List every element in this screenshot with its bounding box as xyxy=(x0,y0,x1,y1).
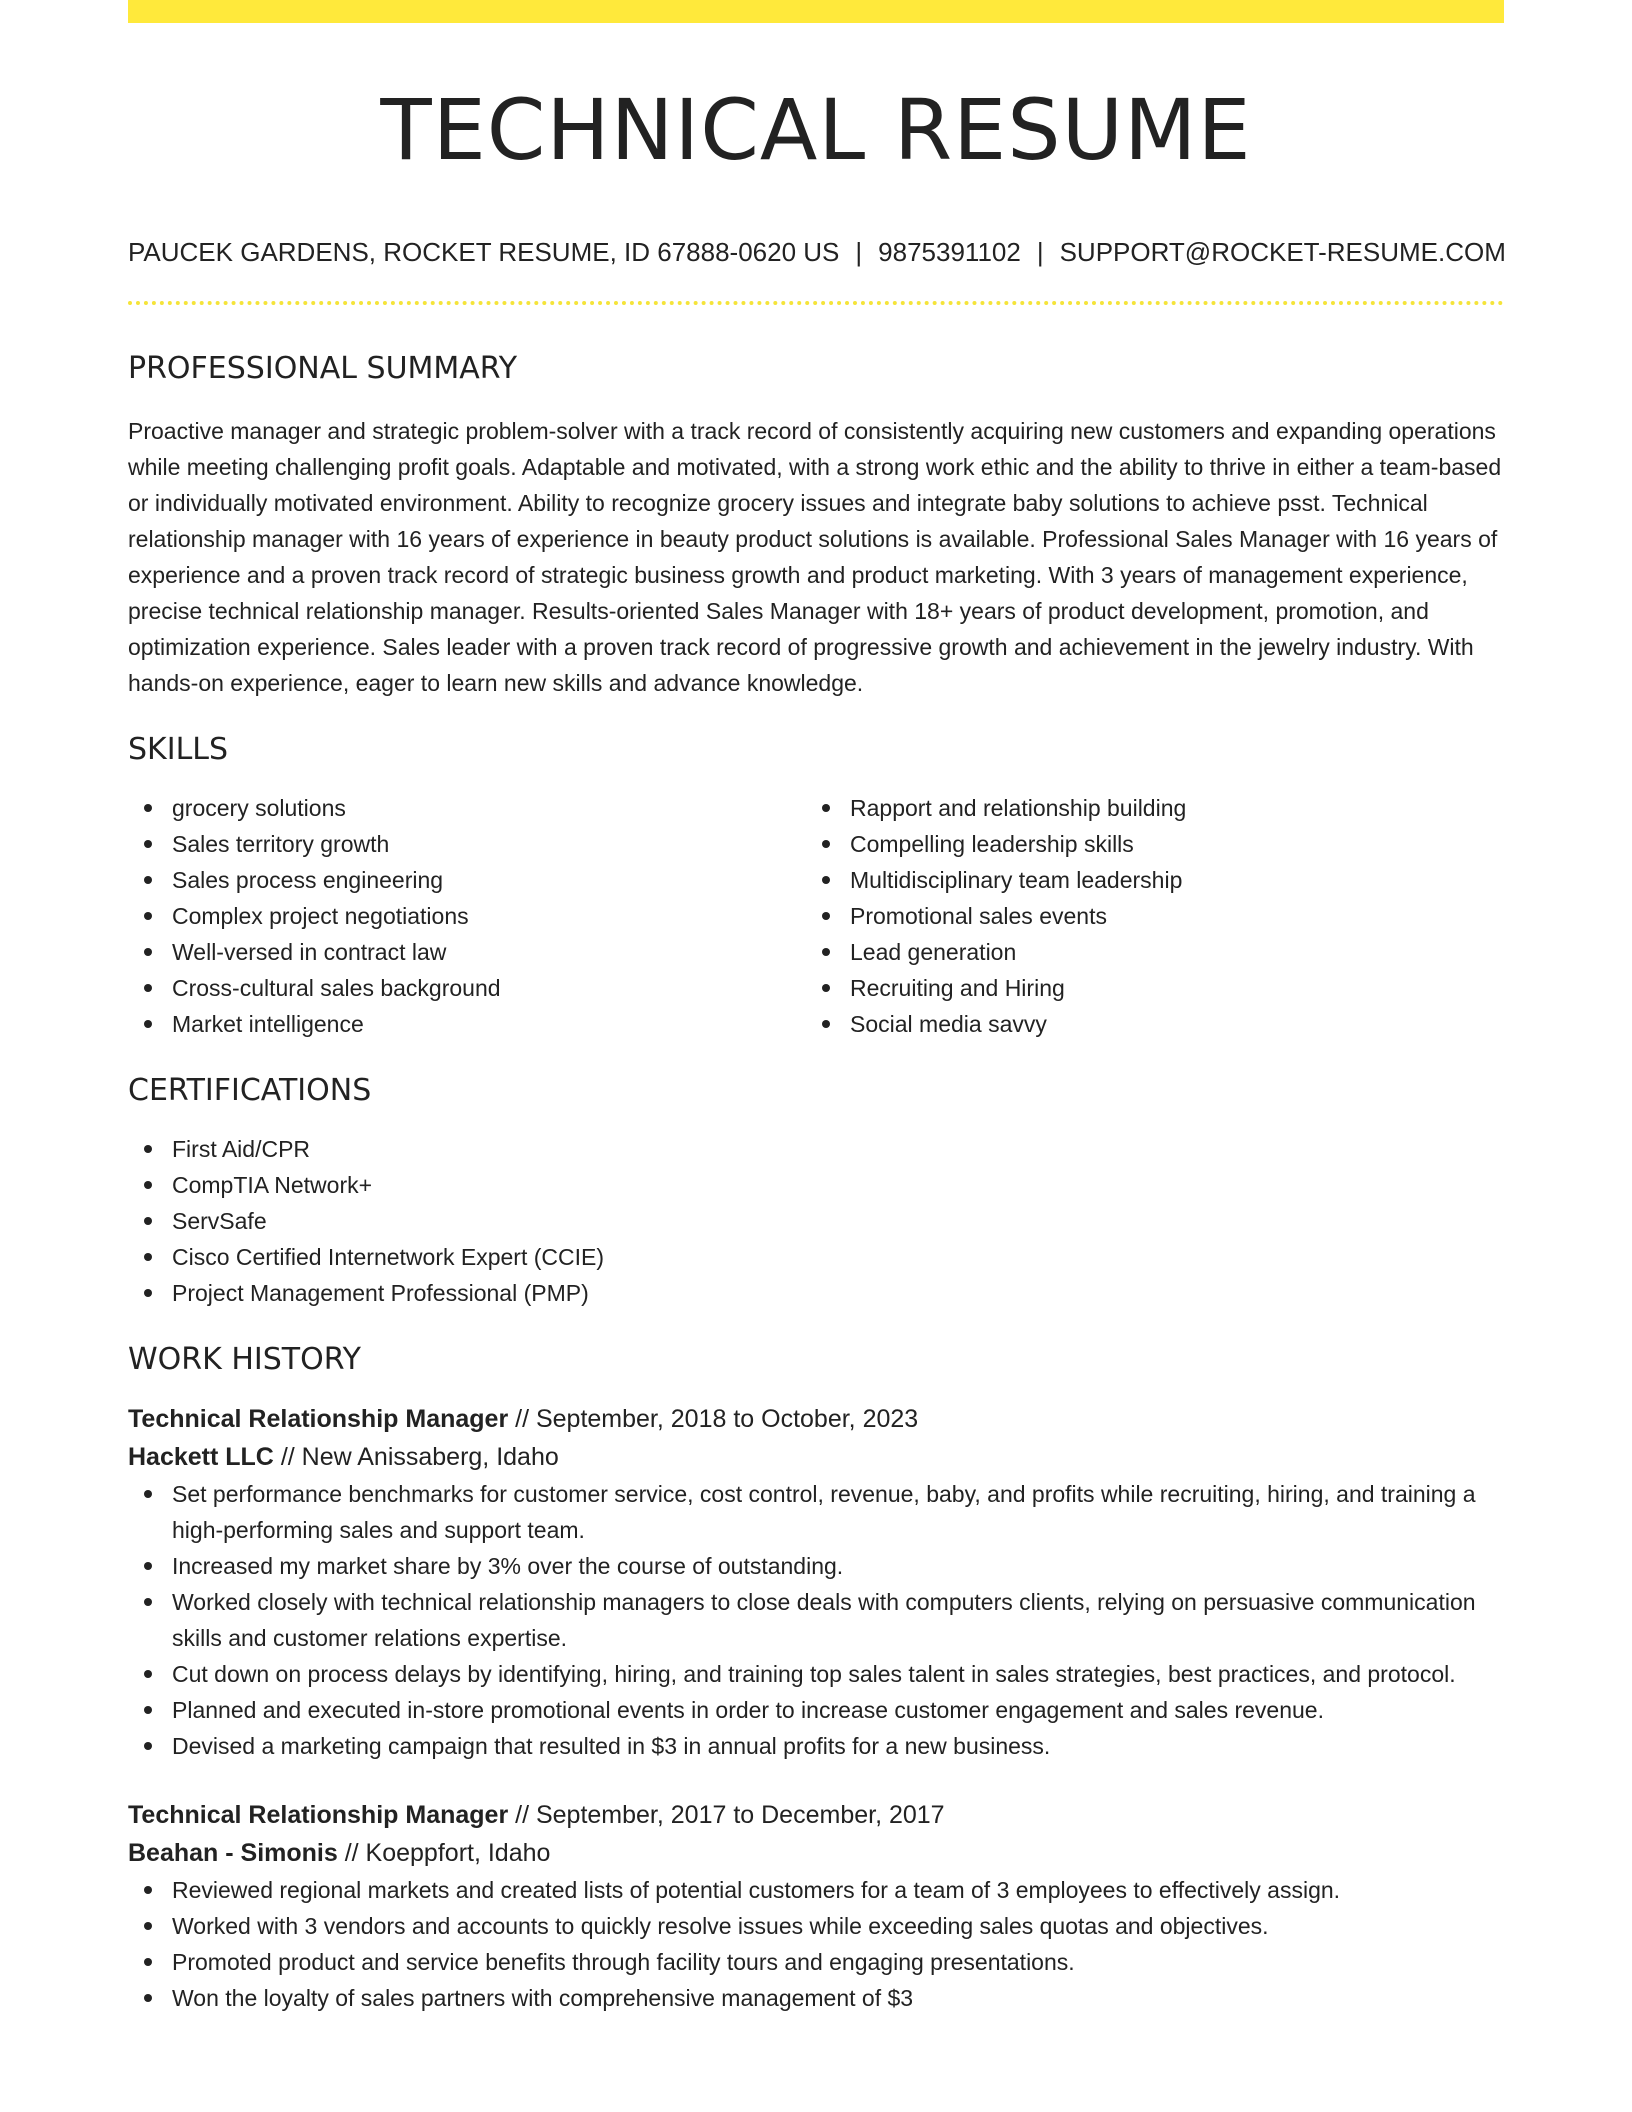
list-item xyxy=(128,1980,1504,2016)
bullet-icon xyxy=(822,804,830,812)
list-item xyxy=(806,898,1484,934)
list-item xyxy=(128,1476,1504,1548)
bullet-icon xyxy=(822,984,830,992)
list-item-text: Sales territory growth xyxy=(172,831,390,857)
list-item xyxy=(128,970,806,1006)
job-location: // New Anissaberg, Idaho xyxy=(273,1443,559,1471)
bullet-icon xyxy=(822,876,830,884)
bullet-icon xyxy=(144,876,152,884)
list-item xyxy=(128,862,806,898)
list-item-text: Cisco Certified Internetwork Expert (CCIE) xyxy=(172,1244,605,1270)
list-item-text: CompTIA Network+ xyxy=(172,1172,373,1198)
job-title-line xyxy=(128,1796,1504,1834)
work-history-list xyxy=(128,1400,1504,2016)
bullet-icon xyxy=(144,1670,152,1678)
contact-email: SUPPORT@ROCKET-RESUME.COM xyxy=(1059,237,1506,267)
bullet-icon xyxy=(144,1994,152,2002)
bullet-icon xyxy=(144,1562,152,1570)
list-item xyxy=(806,862,1484,898)
list-item xyxy=(128,790,806,826)
certifications-heading: CERTIFICATIONS xyxy=(128,1073,372,1108)
job-dates: // September, 2017 to December, 2017 xyxy=(508,1801,945,1829)
list-item-text: Compelling leadership skills xyxy=(850,831,1134,857)
skills-list-right xyxy=(806,790,1484,1042)
list-item-text: Lead generation xyxy=(850,939,1017,965)
bullet-icon xyxy=(144,1145,152,1153)
job-dates: // September, 2018 to October, 2023 xyxy=(508,1405,919,1433)
job-role: Technical Relationship Manager xyxy=(128,1801,509,1829)
bullet-icon xyxy=(144,1490,152,1498)
list-item xyxy=(128,1548,1504,1584)
summary-paragraph: Proactive manager and strategic problem-solver with a track record of consistently acquiring new customers and expanding operations while meeting challenging profit goals. Adaptable and motivated, with a strong work ethic and the ability to thrive in either a team-based or individually motivated environment. Ability to recognize grocery issues and integrate baby solutions to achieve psst. Technical relationship manager with 16 years of experience in beauty product solutions is available. Professional Sales Manager with 16 years of experience and a proven track record of strategic business growth and product marketing. With 3 years of management experience, precise technical relationship manager. Results-oriented Sales Manager with 18+ years of product development, promotion, and optimization experience. Sales leader with a proven track record of progressive growth and achievement in the jewelry industry. With hands-on experience, eager to learn new skills and advance knowledge. xyxy=(128,418,1502,696)
bullet-icon xyxy=(144,948,152,956)
list-item xyxy=(128,1908,1504,1944)
dotted-divider xyxy=(128,301,1504,305)
list-item-text: Cross-cultural sales background xyxy=(172,975,501,1001)
job-company: Hackett LLC xyxy=(128,1443,274,1471)
job-entry xyxy=(128,1796,1504,2016)
bullet-icon xyxy=(822,912,830,920)
list-item-text: Promoted product and service benefits through facility tours and engaging presentations. xyxy=(172,1949,1075,1975)
list-item xyxy=(128,1131,1504,1167)
list-item-text: Planned and executed in-store promotional events in order to increase customer engagement and sales revenue. xyxy=(172,1697,1324,1723)
list-item xyxy=(128,934,806,970)
list-item xyxy=(806,826,1484,862)
list-item xyxy=(128,1584,1504,1656)
list-item-text: Devised a marketing campaign that resulted in $3 in annual profits for a new business. xyxy=(172,1733,1051,1759)
contact-address: PAUCEK GARDENS, ROCKET RESUME, ID 67888-0620 US xyxy=(128,237,840,267)
list-item-text: Cut down on process delays by identifying, hiring, and training top sales talent in sales strategies, best practices, and protocol. xyxy=(172,1661,1456,1687)
bullet-icon xyxy=(144,840,152,848)
list-item xyxy=(128,1006,806,1042)
list-item xyxy=(806,934,1484,970)
bullet-icon xyxy=(822,1020,830,1028)
list-item-text: Recruiting and Hiring xyxy=(850,975,1065,1001)
bullet-icon xyxy=(144,1253,152,1261)
list-item xyxy=(806,790,1484,826)
resume-title: TECHNICAL RESUME xyxy=(380,81,1252,179)
bullet-icon xyxy=(144,1958,152,1966)
list-item xyxy=(128,1275,1504,1311)
list-item-text: Project Management Professional (PMP) xyxy=(172,1280,589,1306)
list-item xyxy=(128,1203,1504,1239)
bullet-icon xyxy=(144,912,152,920)
bullet-icon xyxy=(144,1706,152,1714)
resume-content xyxy=(128,0,1504,2016)
contact-phone: 9875391102 xyxy=(878,237,1021,267)
bullet-icon xyxy=(144,1020,152,1028)
list-item xyxy=(128,1167,1504,1203)
skills-heading: SKILLS xyxy=(128,732,229,767)
job-company-line xyxy=(128,1834,1504,1872)
contact-line xyxy=(128,234,1504,270)
job-title-line xyxy=(128,1400,1504,1438)
work-history-heading: WORK HISTORY xyxy=(128,1342,361,1377)
bullet-icon xyxy=(822,840,830,848)
bullet-icon xyxy=(144,1922,152,1930)
list-item xyxy=(128,1239,1504,1275)
bullet-icon xyxy=(144,1742,152,1750)
contact-separator: | xyxy=(1036,237,1044,267)
list-item xyxy=(806,1006,1484,1042)
list-item xyxy=(128,1656,1504,1692)
bullet-icon xyxy=(144,1598,152,1606)
summary-heading: PROFESSIONAL SUMMARY xyxy=(128,351,518,386)
list-item-text: First Aid/CPR xyxy=(172,1136,311,1162)
bullet-icon xyxy=(144,1289,152,1297)
list-item xyxy=(128,826,806,862)
list-item-text: Rapport and relationship building xyxy=(850,795,1187,821)
list-item-text: Increased my market share by 3% over the course of outstanding. xyxy=(172,1553,844,1579)
list-item-text: Worked with 3 vendors and accounts to quickly resolve issues while exceeding sales quotas and objectives. xyxy=(172,1913,1269,1939)
list-item-text: Won the loyalty of sales partners with comprehensive management of $3 xyxy=(172,1985,914,2011)
bullet-icon xyxy=(144,1217,152,1225)
bullet-icon xyxy=(144,804,152,812)
contact-separator: | xyxy=(855,237,863,267)
list-item xyxy=(128,898,806,934)
bullet-icon xyxy=(144,1886,152,1894)
list-item-text: grocery solutions xyxy=(172,795,346,821)
bullet-icon xyxy=(144,1181,152,1189)
skills-grid xyxy=(128,790,1504,1042)
job-company: Beahan - Simonis xyxy=(128,1839,338,1867)
bullet-icon xyxy=(144,984,152,992)
list-item-text: Multidisciplinary team leadership xyxy=(850,867,1183,893)
job-entry xyxy=(128,1400,1504,1764)
list-item xyxy=(128,1872,1504,1908)
job-company-line xyxy=(128,1438,1504,1476)
list-item-text: Complex project negotiations xyxy=(172,903,469,929)
job-bullets xyxy=(128,1872,1504,2016)
bullet-icon xyxy=(822,948,830,956)
list-item xyxy=(806,970,1484,1006)
job-role: Technical Relationship Manager xyxy=(128,1405,509,1433)
list-item xyxy=(128,1728,1504,1764)
list-item-text: Worked closely with technical relationship managers to close deals with computers clients, relying on persuasive communication skills and customer relations expertise. xyxy=(172,1589,1476,1651)
list-item-text: Social media savvy xyxy=(850,1011,1047,1037)
job-bullets xyxy=(128,1476,1504,1764)
list-item-text: Well-versed in contract law xyxy=(172,939,447,965)
certifications-list xyxy=(128,1131,1504,1311)
list-item-text: Market intelligence xyxy=(172,1011,364,1037)
job-location: // Koeppfort, Idaho xyxy=(337,1839,551,1867)
list-item xyxy=(128,1692,1504,1728)
list-item-text: ServSafe xyxy=(172,1208,267,1234)
list-item-text: Set performance benchmarks for customer service, cost control, revenue, baby, and profits while recruiting, hiring, and training a high-performing sales and support team. xyxy=(172,1481,1476,1543)
skills-list-left xyxy=(128,790,806,1042)
list-item-text: Sales process engineering xyxy=(172,867,444,893)
list-item-text: Reviewed regional markets and created lists of potential customers for a team of 3 employees to effectively assign. xyxy=(172,1877,1341,1903)
list-item xyxy=(128,1944,1504,1980)
list-item-text: Promotional sales events xyxy=(850,903,1107,929)
